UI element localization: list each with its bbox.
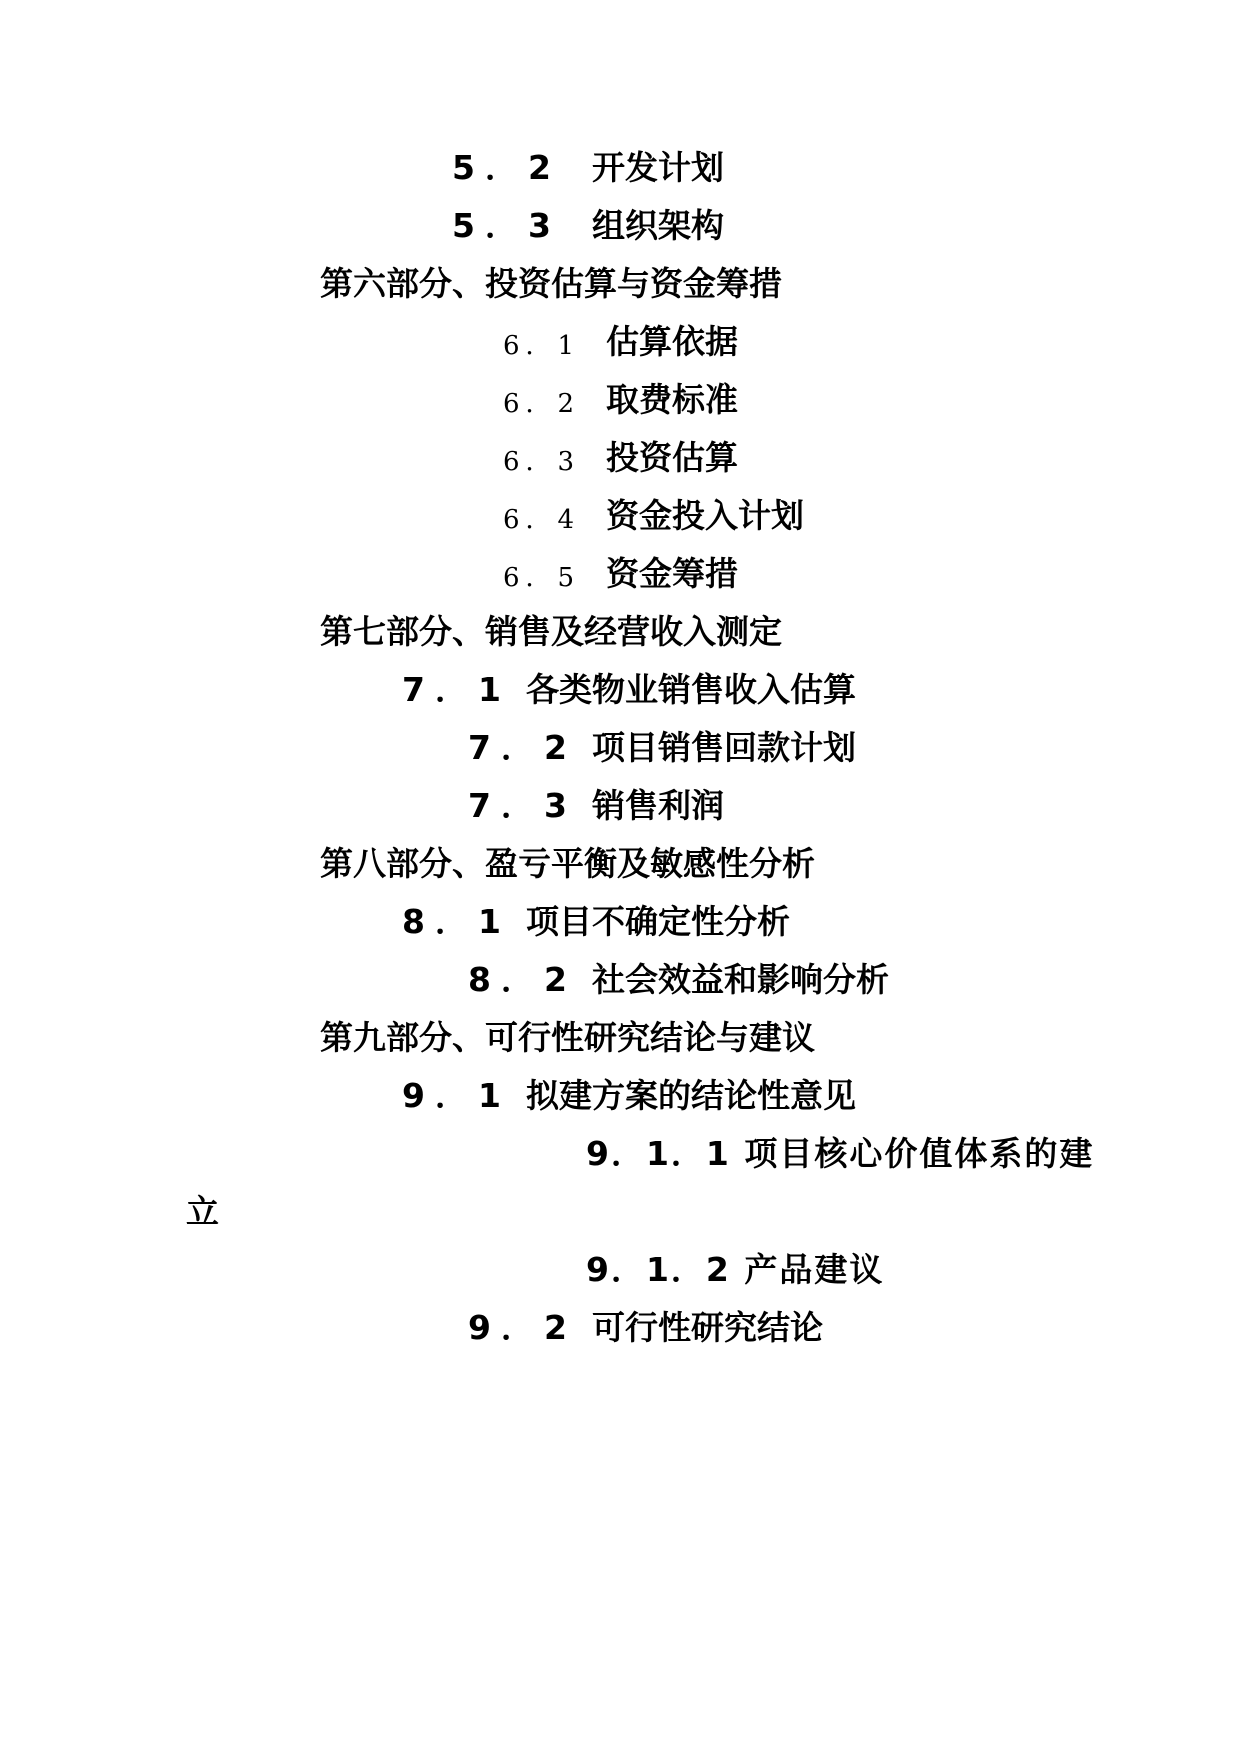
toc-title-continuation: 立 (186, 1192, 219, 1231)
toc-title: 投资估算 (606, 438, 738, 477)
toc-number: 6．4 (503, 505, 581, 535)
toc-title: 9．1．2 产品建议 (586, 1250, 885, 1289)
toc-title: 开发计划 (592, 148, 724, 187)
toc-title: 销售利润 (592, 786, 724, 825)
toc-title: 取费标准 (606, 380, 738, 419)
toc-number: 8．1 (402, 902, 511, 941)
toc-number: 6．5 (503, 563, 581, 593)
toc-title: 资金筹措 (606, 554, 738, 593)
toc-title: 项目销售回款计划 (592, 728, 856, 767)
toc-title: 组织架构 (592, 206, 724, 245)
toc-title: 各类物业销售收入估算 (526, 670, 856, 709)
toc-title: 项目不确定性分析 (526, 902, 790, 941)
toc-part-title: 第六部分、投资估算与资金筹措 (320, 264, 782, 303)
toc-title: 社会效益和影响分析 (592, 960, 889, 999)
toc-number: 5．3 (452, 206, 561, 245)
toc-number: 6．2 (503, 389, 581, 419)
toc-title: 拟建方案的结论性意见 (526, 1076, 856, 1115)
toc-title: 估算依据 (606, 322, 738, 361)
toc-number: 9．1 (402, 1076, 511, 1115)
toc-number: 9．2 (468, 1308, 577, 1347)
toc-title: 9．1．1 项目核心价值体系的建 (586, 1134, 1095, 1173)
toc-part-title: 第八部分、盈亏平衡及敏感性分析 (320, 844, 815, 883)
toc-number: 7．3 (468, 786, 577, 825)
toc-title: 资金投入计划 (606, 496, 804, 535)
toc-number: 7．1 (402, 670, 511, 709)
toc-title: 可行性研究结论 (592, 1308, 823, 1347)
toc-number: 7．2 (468, 728, 577, 767)
toc-number: 6．1 (503, 331, 581, 361)
toc-number: 5．2 (452, 148, 561, 187)
toc-part-title: 第九部分、可行性研究结论与建议 (320, 1018, 815, 1057)
toc-number: 8．2 (468, 960, 577, 999)
toc-part-title: 第七部分、销售及经营收入测定 (320, 612, 782, 651)
toc-number: 6．3 (503, 447, 581, 477)
